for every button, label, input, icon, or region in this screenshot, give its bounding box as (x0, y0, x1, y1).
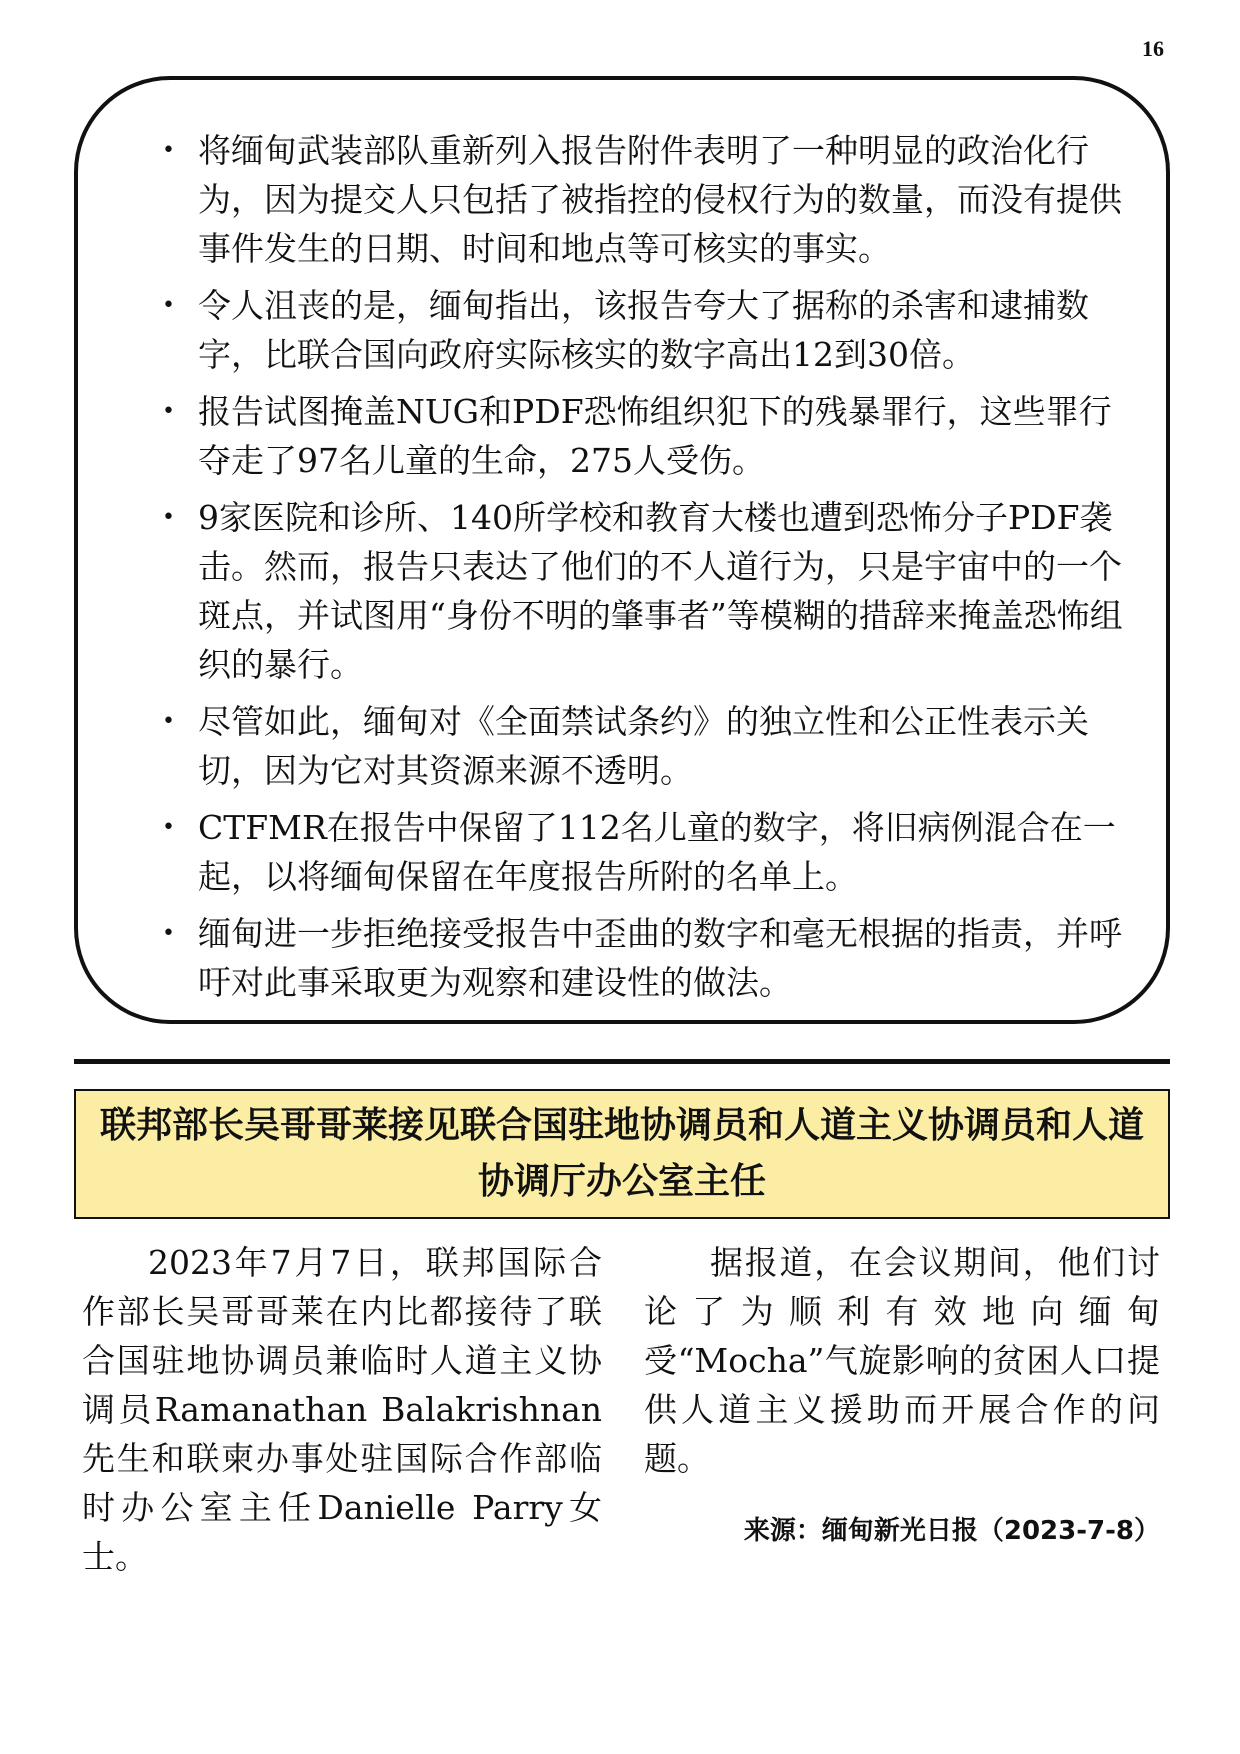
article-paragraph-left: 2023年7月7日，联邦国际合作部长吴哥哥莱在内比都接待了联合国驻地协调员兼临时人道主义协调员Ramanathan Balakrishnan先生和联柬办事处驻国际合作部临时办公室主任Danielle Parry女士。 (82, 1243, 602, 1576)
bullet-text: 报告试图掩盖NUG和PDF恐怖组织犯下的残暴罪行，这些罪行夺走了97名儿童的生命，275人受伤。 (198, 392, 1112, 480)
bullet-item (118, 493, 1128, 689)
bullet-item (118, 126, 1128, 273)
bullet-text: 令人沮丧的是，缅甸指出，该报告夸大了据称的杀害和逮捕数字，比联合国向政府实际核实的数字高出12到30倍。 (198, 286, 1089, 374)
bullet-dot-icon: • (162, 709, 175, 734)
page-number: 16 (1142, 36, 1164, 61)
bullet-text: 9家医院和诊所、140所学校和教育大楼也遭到恐怖分子PDF袭击。然而，报告只表达了他们的不人道行为，只是宇宙中的一个斑点，并试图用“身份不明的肇事者”等模糊的措辞来掩盖恐怖组织的暴行。 (198, 498, 1123, 684)
bullet-text: 尽管如此，缅甸对《全面禁试条约》的独立性和公正性表示关切，因为它对其资源来源不透明。 (198, 702, 1089, 790)
article-source: 来源：缅甸新光日报（2023-7-8） (743, 1516, 1160, 1546)
bullet-dot-icon: • (162, 505, 175, 530)
section-divider (74, 1059, 1170, 1064)
bullet-item (118, 281, 1128, 379)
bullet-item (118, 909, 1128, 1007)
bullet-item (118, 803, 1128, 901)
bullet-text: CTFMR在报告中保留了112名儿童的数字，将旧病例混合在一起，以将缅甸保留在年度报告所附的名单上。 (198, 808, 1116, 896)
article-headline: 联邦部长吴哥哥莱接见联合国驻地协调员和人道主义协调员和人道协调厅办公室主任 (99, 1105, 1144, 1202)
bullet-item (118, 697, 1128, 795)
bullet-text: 将缅甸武装部队重新列入报告附件表明了一种明显的政治化行为，因为提交人只包括了被指控的侵权行为的数量，而没有提供事件发生的日期、时间和地点等可核实的事实。 (198, 131, 1122, 268)
summary-box (74, 76, 1170, 1024)
bullet-dot-icon: • (162, 293, 175, 318)
bullet-dot-icon: • (162, 399, 175, 424)
article-column-left (82, 1238, 602, 1581)
bullet-dot-icon: • (162, 815, 175, 840)
bullet-item (118, 387, 1128, 485)
bullet-text: 缅甸进一步拒绝接受报告中歪曲的数字和毫无根据的指责，并呼吁对此事采取更为观察和建设性的做法。 (198, 914, 1122, 1002)
article-paragraph-right: 据报道，在会议期间，他们讨论了为顺利有效地向缅甸受“Mocha”气旋影响的贫困人口提供人道主义援助而开展合作的问题。 (644, 1243, 1160, 1478)
article-headline-box (74, 1089, 1170, 1219)
bullet-dot-icon: • (162, 138, 175, 163)
bullet-list (118, 126, 1128, 1015)
article-column-right (644, 1238, 1160, 1551)
bullet-dot-icon: • (162, 921, 175, 946)
